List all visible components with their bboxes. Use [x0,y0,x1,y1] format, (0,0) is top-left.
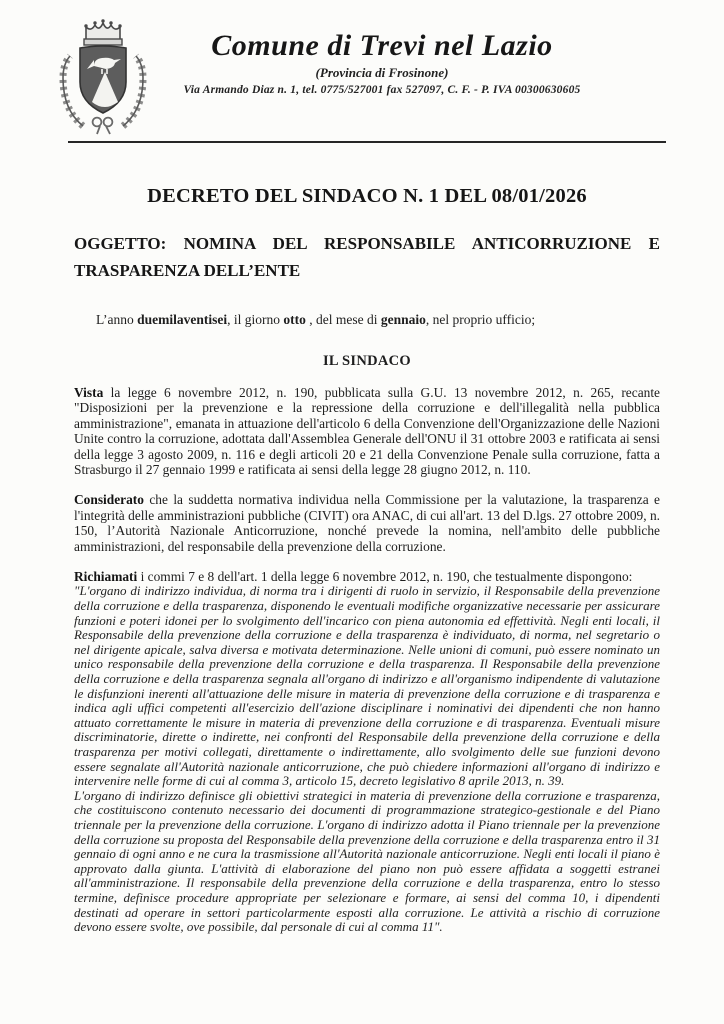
paragraph-richiamati-text: i commi 7 e 8 dell'art. 1 della legge 6 novembre 2012, n. 190, che testualmente dispongono: [137,569,633,585]
quote-comma-8: L'organo di indirizzo definisce gli obiettivi strategici in materia di prevenzione della corruzione e trasparenza, che costituiscono contenuto necessario dei documenti di programmazione strategico-gestionale e del Piano triennale per la prevenzione della corruzione. L'organo di indirizzo adotta il Piano triennale per la prevenzione della corruzione su proposta del Responsabile della prevenzione della corruzione e della trasparenza entro il 31 gennaio di ogni anno e ne cura la trasmissione all'Autorità nazionale anticorruzione. Negli enti locali il piano è approvato dalla giunta. L'attività di elaborazione del piano non può essere affidata a soggetti estranei all'amministrazione. Il responsabile della prevenzione della corruzione e della trasparenza, entro lo stesso termine, definisce procedure appropriate per selezionare e formare, ai sensi del comma 10, i dipendenti destinati ad operare in settori particolarmente esposti alla corruzione. Le attività a rischio di corruzione devono essere svolte, ove possibile, dal personale di cui al comma 11". [74,787,660,935]
province-line: (Provincia di Frosinone) [315,65,449,80]
subject-line-2: TRASPARENZA DELL’ENTE [74,261,301,280]
date-prefix: L’anno [96,312,138,327]
decree-subject [74,230,660,284]
paragraph-considerato-lead: Considerato [74,492,144,508]
letterhead [74,14,660,134]
shield-icon [80,46,126,113]
address-line: Via Armando Diaz n. 1, tel. 0775/527001 fax 527097, C. F. - P. IVA 00300630605 [183,84,581,96]
paragraph-vista-lead: Vista [74,385,104,400]
subject-line-1: OGGETTO: NOMINA DEL RESPONSABILE ANTICORRUZIONE E [74,234,660,253]
law-quote-block [74,584,660,934]
quote-comma-7: "L'organo di indirizzo individua, di norma tra i dirigenti di ruolo in servizio, il Responsabile della prevenzione della corruzione e della trasparenza, disponendo le eventuali modifiche organizzative necessarie per assicurare funzioni e poteri idonei per lo svolgimento dell'incarico con piena autonomia ed effettività. Negli enti locali, il Responsabile della prevenzione della corruzione e della trasparenza è individuato, di norma, nel segretario o nel dirigente apicale, salva diversa e motivata determinazione. Nelle unioni di comuni, può essere nominato un unico responsabile della prevenzione della corruzione e della trasparenza. Il Responsabile della prevenzione della corruzione e della trasparenza segnala all'organo di indirizzo e all'organismo indipendente di valutazione le disfunzioni inerenti all'attuazione delle misure in materia di prevenzione della corruzione e di trasparenza e indica agli uffici competenti all'esercizio dell'azione disciplinare i nominativi dei dipendenti che non hanno attuato correttamente le misure in materia di prevenzione della corruzione e di trasparenza. Eventuali misure discriminatorie, dirette o indirette, nei confronti del Responsabile della prevenzione della corruzione e della trasparenza per motivi collegati, direttamente o indirettamente, allo svolgimento delle sue funzioni devono essere segnalate all'Autorità nazionale anticorruzione, che può chiedere informazioni all'organo di indirizzo e intervenire nelle forme di cui al comma 3, articolo 15, decreto legislativo 8 aprile 2013, n. 39. [74,583,660,789]
date-year: duemilaventisei [137,312,228,327]
date-sep1: , il giorno [227,312,284,327]
date-suffix: , nel proprio ufficio; [425,312,536,327]
date-sep2: , del mese di [305,312,381,327]
sindaco-heading: IL SINDACO [322,353,411,369]
paragraph-considerato-text: che la suddetta normativa individua nella Commissione per la valutazione, la trasparenza e l'integrità delle amministrazioni pubbliche (CIVIT) ora ANAC, di cui all'art. 13 del D.lgs. 27 ottobre 2009, n. 150, l’Autorità Nazionale Anticorruzione, nonché prevede la nomina, nell'ambito delle pubbliche amministrazioni, del responsabile della prevenzione della corruzione. [74,492,660,554]
municipality-name: Comune di Trevi nel Lazio [211,29,553,62]
paragraph-vista [74,385,660,477]
letterhead-text [118,14,646,96]
paragraph-richiamati-lead: Richiamati [74,569,138,585]
date-line [74,312,660,328]
municipal-crest-icon [50,14,156,138]
paragraph-considerato [74,492,660,554]
header-divider [68,141,666,143]
paragraph-vista-text: la legge 6 novembre 2012, n. 190, pubblicata sulla G.U. 13 novembre 2012, n. 265, recante "Disposizioni per la prevenzione e la repressione della corruzione e dell'illegalità nella pubblica amministrazione", emanata in attuazione dell'articolo 6 della Convenzione dell'Organizzazione delle Nazioni Unite contro la corruzione, adottata dall'Assemblea Generale dell'ONU il 31 ottobre 2003 e ratificata ai sensi della legge 3 agosto 2009, n. 116 e degli articoli 20 e 21 della Convenzione Penale sulla corruzione, fatta a Strasburgo il 27 gennaio 1999 e ratificata ai sensi della legge 28 giugno 2012, n. 110. [74,385,660,478]
decree-title: DECRETO DEL SINDACO N. 1 DEL 08/01/2026 [147,185,587,207]
paragraph-richiamati [74,569,660,584]
crown-icon [84,19,122,45]
date-day: otto [283,312,306,327]
date-month: gennaio [380,312,426,327]
